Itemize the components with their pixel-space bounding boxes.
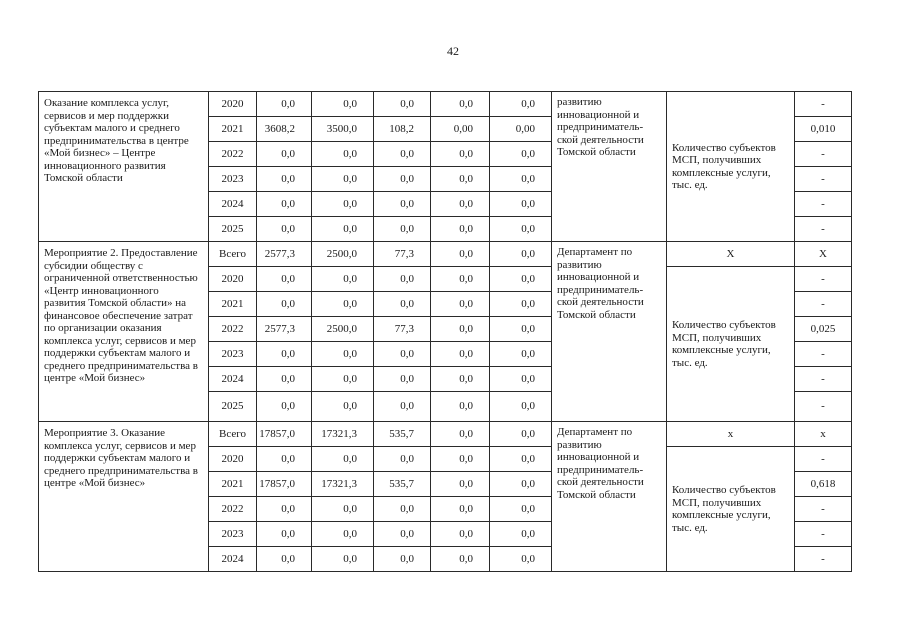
indicator-value-cell: - bbox=[795, 522, 852, 547]
amount-regional-cell: 0,0 bbox=[374, 92, 431, 117]
amount-total-cell: 0,0 bbox=[257, 497, 312, 522]
amount-local-cell: 0,0 bbox=[431, 547, 490, 572]
indicator-value-cell: - bbox=[795, 267, 852, 292]
program-table bbox=[38, 91, 852, 572]
amount-total-cell: 0,0 bbox=[257, 342, 312, 367]
indicator-value-cell: - bbox=[795, 342, 852, 367]
table-row bbox=[39, 422, 852, 447]
amount-other-cell: 0,0 bbox=[490, 342, 552, 367]
department-cell: Департамент по развитию инновационной и предприниматель-ской деятельности Томской области bbox=[552, 242, 667, 422]
year-cell: 2023 bbox=[209, 522, 257, 547]
amount-total-cell: 0,0 bbox=[257, 267, 312, 292]
amount-federal-cell: 3500,0 bbox=[312, 117, 374, 142]
department-cell: развитию инновационной и предприниматель-ской деятельности Томской области bbox=[552, 92, 667, 242]
amount-local-cell: 0,0 bbox=[431, 522, 490, 547]
amount-federal-cell: 0,0 bbox=[312, 192, 374, 217]
amount-federal-cell: 0,0 bbox=[312, 292, 374, 317]
indicator-value-cell: - bbox=[795, 392, 852, 422]
indicator-value-cell: 0,010 bbox=[795, 117, 852, 142]
year-cell: Всего bbox=[209, 422, 257, 447]
amount-regional-cell: 0,0 bbox=[374, 392, 431, 422]
table-row bbox=[39, 242, 852, 267]
amount-federal-cell: 0,0 bbox=[312, 547, 374, 572]
amount-other-cell: 0,0 bbox=[490, 92, 552, 117]
amount-total-cell: 0,0 bbox=[257, 547, 312, 572]
amount-other-cell: 0,0 bbox=[490, 497, 552, 522]
amount-other-cell: 0,0 bbox=[490, 472, 552, 497]
amount-local-cell: 0,0 bbox=[431, 392, 490, 422]
amount-total-cell: 0,0 bbox=[257, 192, 312, 217]
amount-federal-cell: 0,0 bbox=[312, 522, 374, 547]
amount-local-cell: 0,00 bbox=[431, 117, 490, 142]
year-cell: Всего bbox=[209, 242, 257, 267]
amount-total-cell: 17857,0 bbox=[257, 422, 312, 447]
amount-local-cell: 0,0 bbox=[431, 142, 490, 167]
amount-total-cell: 0,0 bbox=[257, 167, 312, 192]
year-cell: 2024 bbox=[209, 547, 257, 572]
amount-total-cell: 0,0 bbox=[257, 217, 312, 242]
event-description: Мероприятие 3. Оказание комплекса услуг, сервисов и мер поддержки субъектам малого и среднего предпринимательства в центре «Мой бизнес» bbox=[39, 422, 209, 572]
page-number: 42 bbox=[447, 44, 459, 58]
amount-total-cell: 0,0 bbox=[257, 447, 312, 472]
amount-federal-cell: 0,0 bbox=[312, 92, 374, 117]
amount-local-cell: 0,0 bbox=[431, 472, 490, 497]
indicator-cell: Количество субъектов МСП, получивших комплексные услуги, тыс. ед. bbox=[667, 267, 795, 422]
amount-total-cell: 0,0 bbox=[257, 522, 312, 547]
amount-regional-cell: 535,7 bbox=[374, 472, 431, 497]
amount-federal-cell: 0,0 bbox=[312, 142, 374, 167]
amount-total-cell: 0,0 bbox=[257, 92, 312, 117]
indicator-value-cell: - bbox=[795, 217, 852, 242]
amount-other-cell: 0,0 bbox=[490, 392, 552, 422]
year-cell: 2023 bbox=[209, 342, 257, 367]
amount-regional-cell: 0,0 bbox=[374, 142, 431, 167]
year-cell: 2020 bbox=[209, 447, 257, 472]
amount-other-cell: 0,0 bbox=[490, 242, 552, 267]
indicator-value-cell: 0,618 bbox=[795, 472, 852, 497]
amount-federal-cell: 2500,0 bbox=[312, 317, 374, 342]
amount-local-cell: 0,0 bbox=[431, 217, 490, 242]
indicator-cell: Количество субъектов МСП, получивших комплексные услуги, тыс. ед. bbox=[667, 447, 795, 572]
amount-regional-cell: 0,0 bbox=[374, 192, 431, 217]
amount-other-cell: 0,0 bbox=[490, 547, 552, 572]
amount-regional-cell: 77,3 bbox=[374, 317, 431, 342]
table-row bbox=[39, 92, 852, 117]
amount-regional-cell: 0,0 bbox=[374, 342, 431, 367]
amount-regional-cell: 0,0 bbox=[374, 522, 431, 547]
amount-federal-cell: 2500,0 bbox=[312, 242, 374, 267]
year-cell: 2025 bbox=[209, 217, 257, 242]
amount-local-cell: 0,0 bbox=[431, 167, 490, 192]
amount-federal-cell: 17321,3 bbox=[312, 422, 374, 447]
indicator-cell: Количество субъектов МСП, получивших комплексные услуги, тыс. ед. bbox=[667, 92, 795, 242]
amount-local-cell: 0,0 bbox=[431, 497, 490, 522]
department-cell: Департамент по развитию инновационной и предприниматель-ской деятельности Томской области bbox=[552, 422, 667, 572]
amount-local-cell: 0,0 bbox=[431, 242, 490, 267]
indicator-cell: x bbox=[667, 422, 795, 447]
amount-total-cell: 17857,0 bbox=[257, 472, 312, 497]
amount-other-cell: 0,0 bbox=[490, 267, 552, 292]
year-cell: 2020 bbox=[209, 267, 257, 292]
amount-local-cell: 0,0 bbox=[431, 317, 490, 342]
amount-regional-cell: 108,2 bbox=[374, 117, 431, 142]
indicator-cell: X bbox=[667, 242, 795, 267]
amount-local-cell: 0,0 bbox=[431, 367, 490, 392]
amount-regional-cell: 0,0 bbox=[374, 292, 431, 317]
amount-regional-cell: 0,0 bbox=[374, 447, 431, 472]
amount-other-cell: 0,0 bbox=[490, 142, 552, 167]
year-cell: 2022 bbox=[209, 317, 257, 342]
amount-regional-cell: 0,0 bbox=[374, 367, 431, 392]
amount-federal-cell: 0,0 bbox=[312, 447, 374, 472]
amount-other-cell: 0,0 bbox=[490, 217, 552, 242]
year-cell: 2022 bbox=[209, 497, 257, 522]
amount-local-cell: 0,0 bbox=[431, 447, 490, 472]
indicator-value-cell: - bbox=[795, 167, 852, 192]
amount-other-cell: 0,0 bbox=[490, 447, 552, 472]
year-cell: 2025 bbox=[209, 392, 257, 422]
amount-federal-cell: 0,0 bbox=[312, 217, 374, 242]
indicator-value-cell: - bbox=[795, 142, 852, 167]
amount-local-cell: 0,0 bbox=[431, 92, 490, 117]
event-description: Мероприятие 2. Предоставление субсидии обществу с ограниченной ответственностью «Центр инновационного развития Томской области» на финансовое обеспечение затрат по организации оказания комплекса услуг, сервисов и мер поддержки субъектам малого и среднего предпринимательства в центре «Мой бизнес» bbox=[39, 242, 209, 422]
year-cell: 2024 bbox=[209, 367, 257, 392]
amount-total-cell: 0,0 bbox=[257, 292, 312, 317]
year-cell: 2024 bbox=[209, 192, 257, 217]
amount-other-cell: 0,0 bbox=[490, 192, 552, 217]
indicator-value-cell: - bbox=[795, 547, 852, 572]
amount-regional-cell: 0,0 bbox=[374, 497, 431, 522]
amount-other-cell: 0,0 bbox=[490, 367, 552, 392]
amount-regional-cell: 0,0 bbox=[374, 547, 431, 572]
amount-other-cell: 0,0 bbox=[490, 167, 552, 192]
amount-other-cell: 0,0 bbox=[490, 317, 552, 342]
year-cell: 2022 bbox=[209, 142, 257, 167]
indicator-value-cell: - bbox=[795, 497, 852, 522]
amount-regional-cell: 77,3 bbox=[374, 242, 431, 267]
amount-local-cell: 0,0 bbox=[431, 267, 490, 292]
year-cell: 2021 bbox=[209, 292, 257, 317]
indicator-value-cell: - bbox=[795, 92, 852, 117]
amount-local-cell: 0,0 bbox=[431, 422, 490, 447]
amount-other-cell: 0,00 bbox=[490, 117, 552, 142]
amount-other-cell: 0,0 bbox=[490, 522, 552, 547]
amount-federal-cell: 0,0 bbox=[312, 367, 374, 392]
amount-regional-cell: 535,7 bbox=[374, 422, 431, 447]
indicator-value-cell: - bbox=[795, 192, 852, 217]
amount-local-cell: 0,0 bbox=[431, 342, 490, 367]
amount-federal-cell: 0,0 bbox=[312, 342, 374, 367]
indicator-value-cell: X bbox=[795, 242, 852, 267]
year-cell: 2021 bbox=[209, 472, 257, 497]
year-cell: 2021 bbox=[209, 117, 257, 142]
amount-total-cell: 2577,3 bbox=[257, 317, 312, 342]
indicator-value-cell: - bbox=[795, 367, 852, 392]
amount-other-cell: 0,0 bbox=[490, 292, 552, 317]
amount-federal-cell: 0,0 bbox=[312, 497, 374, 522]
amount-regional-cell: 0,0 bbox=[374, 167, 431, 192]
amount-federal-cell: 17321,3 bbox=[312, 472, 374, 497]
amount-other-cell: 0,0 bbox=[490, 422, 552, 447]
amount-federal-cell: 0,0 bbox=[312, 267, 374, 292]
amount-local-cell: 0,0 bbox=[431, 192, 490, 217]
amount-regional-cell: 0,0 bbox=[374, 267, 431, 292]
indicator-value-cell: - bbox=[795, 292, 852, 317]
indicator-value-cell: 0,025 bbox=[795, 317, 852, 342]
amount-local-cell: 0,0 bbox=[431, 292, 490, 317]
amount-total-cell: 0,0 bbox=[257, 367, 312, 392]
amount-total-cell: 2577,3 bbox=[257, 242, 312, 267]
year-cell: 2020 bbox=[209, 92, 257, 117]
amount-total-cell: 0,0 bbox=[257, 392, 312, 422]
amount-total-cell: 0,0 bbox=[257, 142, 312, 167]
event-description: Оказание комплекса услуг, сервисов и мер поддержки субъектам малого и среднего предпринимательства в центре «Мой бизнес» – Центре инновационного развития Томской области bbox=[39, 92, 209, 242]
indicator-value-cell: x bbox=[795, 422, 852, 447]
amount-regional-cell: 0,0 bbox=[374, 217, 431, 242]
amount-federal-cell: 0,0 bbox=[312, 167, 374, 192]
year-cell: 2023 bbox=[209, 167, 257, 192]
amount-federal-cell: 0,0 bbox=[312, 392, 374, 422]
amount-total-cell: 3608,2 bbox=[257, 117, 312, 142]
indicator-value-cell: - bbox=[795, 447, 852, 472]
